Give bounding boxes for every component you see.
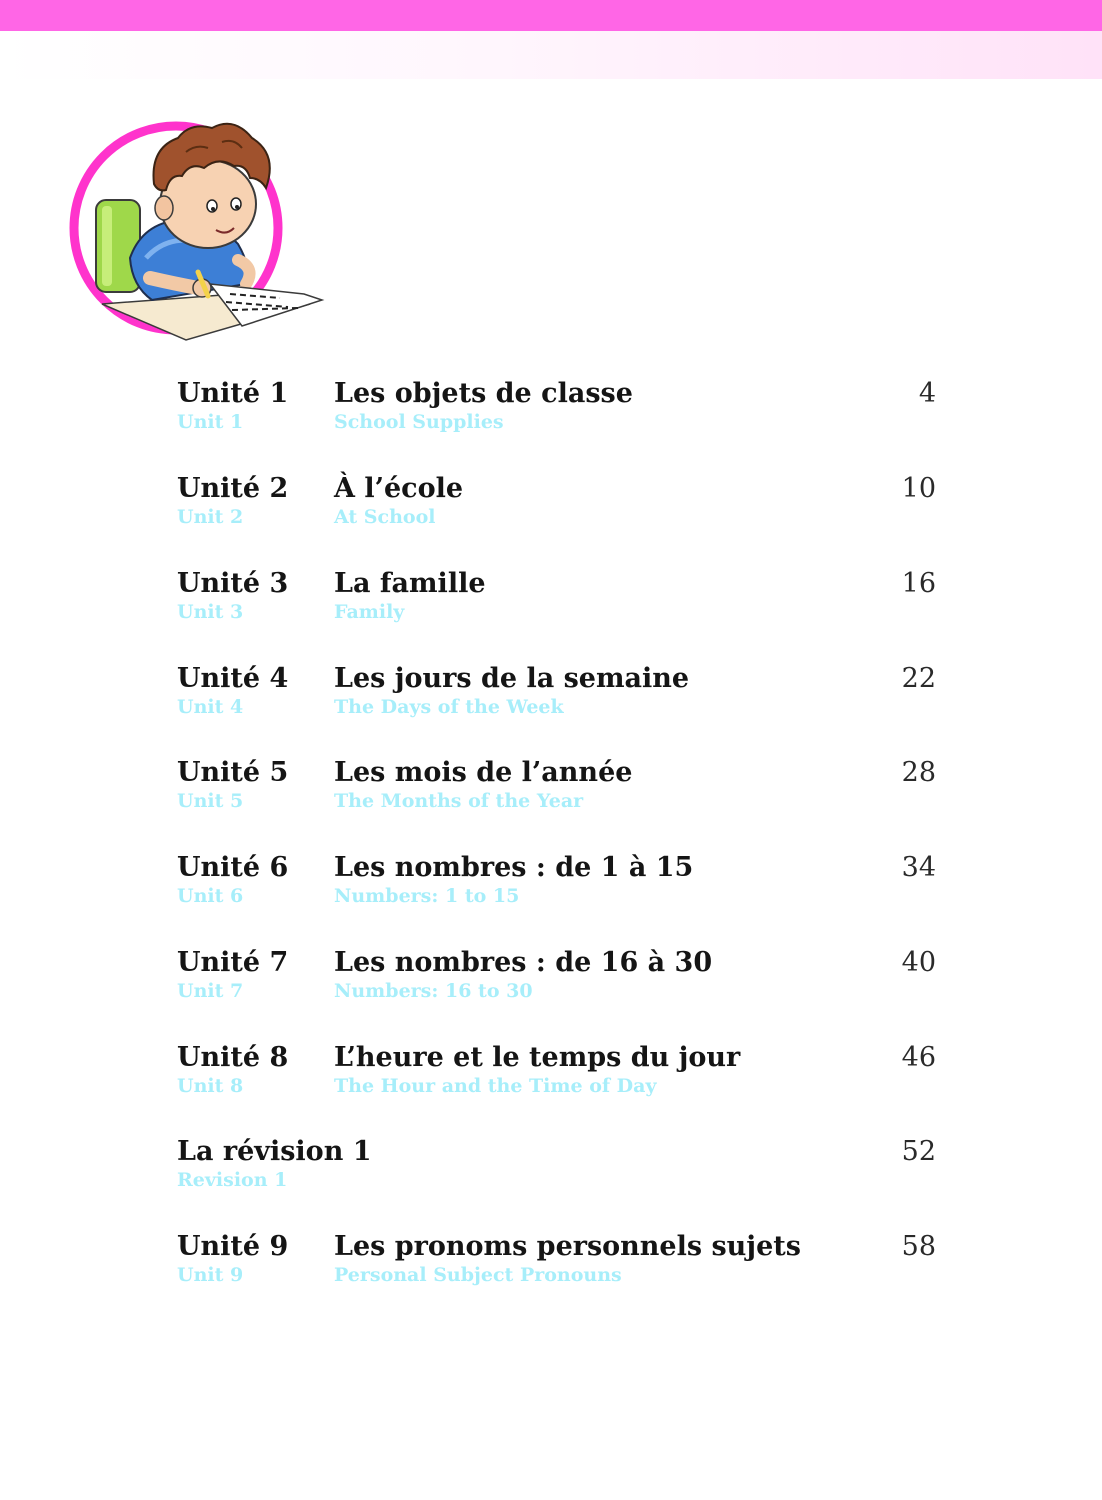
unit-title: Les mois de l’année	[334, 757, 633, 788]
unit-label-english: Unit 7	[177, 980, 244, 1002]
unit-label: Unité 5	[177, 757, 289, 788]
toc-entry[interactable]	[0, 568, 1102, 638]
unit-label: Unité 1	[177, 378, 289, 409]
unit-label: Unité 6	[177, 852, 289, 883]
page-number: 4	[918, 378, 936, 409]
unit-label: Unité 2	[177, 473, 289, 504]
unit-label: Unité 8	[177, 1042, 289, 1073]
unit-title: Les nombres : de 1 à 15	[334, 852, 694, 883]
unit-title-english: Numbers: 1 to 15	[334, 885, 520, 907]
toc-entry[interactable]	[0, 852, 1102, 922]
unit-title: Les pronoms personnels sujets	[334, 1231, 801, 1262]
page-number: 10	[901, 473, 936, 504]
toc-entry[interactable]	[0, 947, 1102, 1017]
unit-label: Unité 4	[177, 663, 289, 694]
unit-label: Unité 7	[177, 947, 289, 978]
unit-title-english: Numbers: 16 to 30	[334, 980, 533, 1002]
unit-title-english: Personal Subject Pronouns	[334, 1264, 622, 1286]
unit-label-english: Unit 3	[177, 601, 244, 623]
page-number: 52	[901, 1136, 936, 1167]
unit-title: L’heure et le temps du jour	[334, 1042, 741, 1073]
unit-title: Les nombres : de 16 à 30	[334, 947, 713, 978]
toc-entry[interactable]	[0, 473, 1102, 543]
revision-label-english: Revision 1	[177, 1169, 288, 1191]
toc-entry[interactable]	[0, 757, 1102, 827]
page-number: 40	[901, 947, 936, 978]
toc-entry[interactable]	[0, 378, 1102, 448]
unit-label: Unité 9	[177, 1231, 289, 1262]
unit-title-english: Family	[334, 601, 405, 623]
page-number: 58	[901, 1231, 936, 1262]
unit-title-english: The Months of the Year	[334, 790, 584, 812]
toc-entry[interactable]	[0, 1136, 1102, 1206]
toc-entry[interactable]	[0, 1231, 1102, 1301]
toc-entry[interactable]	[0, 663, 1102, 733]
page-number: 28	[901, 757, 936, 788]
page-number: 16	[901, 568, 936, 599]
revision-label: La révision 1	[177, 1136, 372, 1167]
unit-title: Les objets de classe	[334, 378, 633, 409]
page-number: 46	[901, 1042, 936, 1073]
unit-label-english: Unit 5	[177, 790, 244, 812]
unit-title: Les jours de la semaine	[334, 663, 690, 694]
unit-label-english: Unit 8	[177, 1075, 244, 1097]
unit-label-english: Unit 9	[177, 1264, 244, 1286]
unit-title: À l’école	[334, 473, 464, 504]
unit-label-english: Unit 4	[177, 696, 244, 718]
unit-label-english: Unit 6	[177, 885, 244, 907]
unit-title-english: At School	[334, 506, 436, 528]
unit-title-english: The Days of the Week	[334, 696, 564, 718]
unit-label-english: Unit 1	[177, 411, 244, 433]
toc-entry[interactable]	[0, 1042, 1102, 1112]
page-number: 22	[901, 663, 936, 694]
unit-label: Unité 3	[177, 568, 289, 599]
unit-label-english: Unit 2	[177, 506, 244, 528]
unit-title-english: The Hour and the Time of Day	[334, 1075, 657, 1097]
page-number: 34	[901, 852, 936, 883]
unit-title: La famille	[334, 568, 486, 599]
unit-title-english: School Supplies	[334, 411, 504, 433]
